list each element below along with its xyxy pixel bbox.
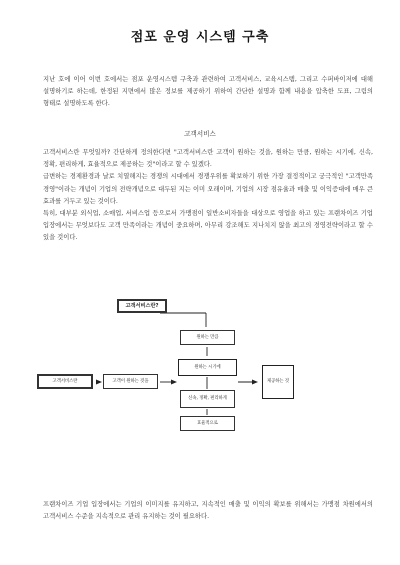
quantity-box: 원하는 만큼 (180, 330, 235, 345)
section-heading: 고객서비스 (184, 130, 216, 138)
section-body (43, 147, 373, 245)
provide-box: 제공하는 것 (262, 365, 294, 399)
timing-box: 원하는 시기에 (178, 359, 237, 376)
speed-box: 신속, 정확, 편리하게 (180, 390, 235, 408)
page-title: 점포 운영 시스템 구축 (130, 30, 270, 45)
closing-paragraph: 프랜차이즈 기업 입장에서는 기업의 이미지를 유지하고, 지속적인 매출 및 이익의 확보를 위해서는 가맹점 차원에서의 고객서비스 수준을 지속적으로 관리 유지하는 것이 필요하다. (43, 501, 373, 521)
want-box: 고객이 원하는 것을 (103, 374, 158, 389)
customer-service-box: 고객서비스란 (37, 374, 93, 389)
diagram-title-box: 고객서비스란? (117, 299, 167, 313)
intro-paragraph: 지난 호에 이어 이번 호에서는 점포 운영시스템 구축과 관련하여 고객서비스, 교육시스템, 그리고 수퍼바이저에 대해 설명하기로 하는데, 한정된 지면에서 많은 정보를 제공하기 위하여 간단한 설명과 함께 내용을 압축한 도표, 그림의 형태로 설명하도록 한다. (43, 76, 373, 108)
background-paragraph: 급변하는 경제환경과 날로 치열해지는 경쟁의 시대에서 경쟁우위를 확보하기 위한 가장 결정적이고 궁극적인 "고객만족 경영"이라는 개념이 기업의 전략개념으로 대두된 지는 이미 오래이며, 기업의 시장 점유율과 매출 및 이익증대에 매우 큰 효과를 거두고 있는 것이다. (43, 173, 373, 205)
efficiency-box: 효율적으로 (180, 416, 235, 431)
franchise-paragraph: 특히, 대부분 외식업, 소매업, 서비스업 등으로서 가맹점이 일반소비자들을 대상으로 영업을 하고 있는 프랜차이즈 기업 입장에서는 무엇보다도 고객 만족이라는 개념이 중요하며, 아무리 강조해도 지나치지 않을 최고의 경영전략이라고 할 수 있을 것이다. (43, 210, 373, 242)
definition-paragraph: 고객서비스란 무엇일까? 간단하게 정의한다면 "고객서비스란 고객이 원하는 것을, 원하는 만큼, 원하는 시기에, 신속, 정확, 편리하게, 효율적으로 제공하는 것"이라고 할 수 있겠다. (43, 149, 373, 169)
